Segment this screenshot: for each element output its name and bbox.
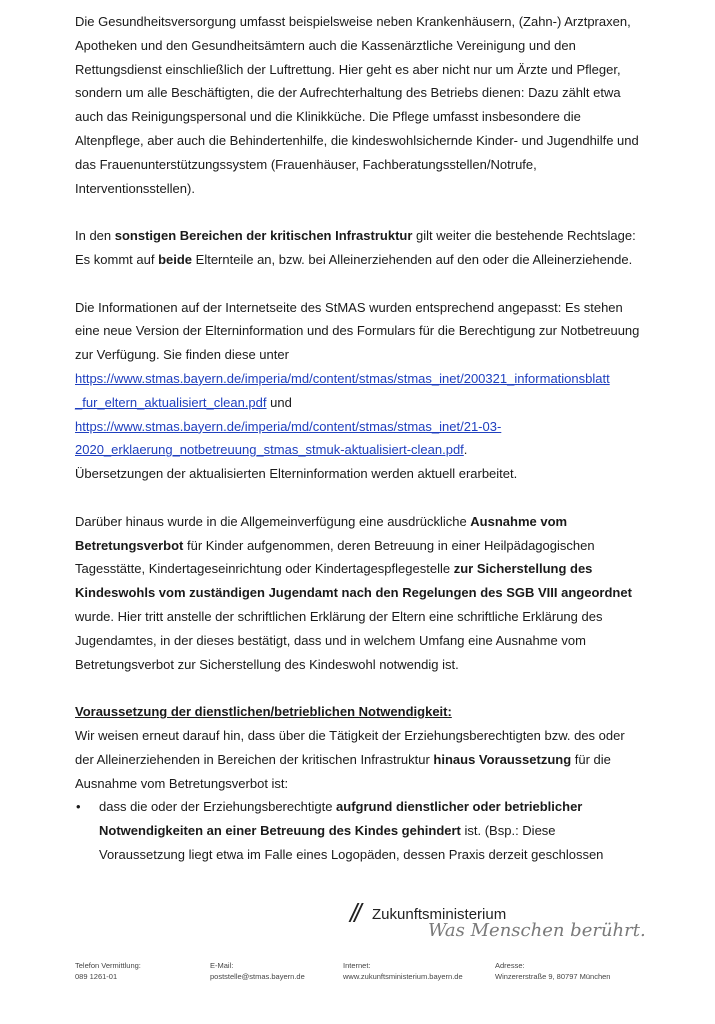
footer-label: Adresse:	[495, 961, 525, 970]
text: Wir weisen erneut darauf hin, dass über die Tätigkeit der Erziehungsberechtigten bzw. des oder der Alleinerziehenden in Bereichen der kritischen Infrastruktur	[75, 727, 625, 767]
footer-internet	[343, 960, 463, 982]
footer-address	[495, 960, 610, 982]
paragraph-exception	[75, 510, 645, 677]
footer-label: Telefon Vermittlung:	[75, 961, 141, 970]
footer-phone	[75, 960, 141, 982]
text: Übersetzungen der aktualisierten Elterninformation werden aktuell erarbeitet.	[75, 466, 518, 482]
footer-value: poststelle@stmas.bayern.de	[210, 972, 305, 981]
text: .	[463, 442, 468, 458]
ministry-logo	[350, 896, 646, 946]
footer-label: E-Mail:	[210, 961, 234, 970]
text: Die Informationen auf der Internetseite des StMAS wurden entsprechend angepasst: Es stehen eine neue Version der Elterninformation und des Formulars für die Berechtigung zur Notbetreuung zur Verfügung. Sie finden diese unter	[75, 299, 640, 363]
logo-tagline: Was Menschen berührt.	[428, 920, 646, 941]
text: und	[266, 394, 292, 410]
text: wurde. Hier tritt anstelle der schriftlichen Erklärung der Eltern eine schriftliche Erklärung des Jugendamtes, in der dieses bestätigt, dass und in welchem Umfang eine Ausnahme vom Betretungsverbot zur Sicherstellung des Kindeswohl notwendig ist.	[75, 608, 603, 672]
text: für die Ausnahme vom Betretungsverbot ist:	[75, 751, 611, 791]
paragraph-healthcare: Die Gesundheitsversorgung umfasst beispielsweise neben Krankenhäusern, (Zahn-) Arztpraxen, Apotheken und den Gesundheitsämtern auch die Kassenärztliche Vereinigung und den Rettungsdienst einschließlich der Luftrettung. Hier geht es aber nicht nur um Ärzte und Pfleger, sondern um alle Beschäftigten, die der Aufrechterhaltung des Betriebs dienen: Dazu zählt etwa auch das Reinigungspersonal und die Klinikküche. Die Pflege umfasst insbesondere die Altenpflege, aber auch die Behindertenhilfe, die kindeswohlsichernde Kinder- und Jugendhilfe und das Frauenunterstützungssystem (Frauenhäuser, Fachberatungsstellen/Notrufe, Interventionsstellen).	[75, 14, 639, 196]
text: Elternteile an, bzw. bei Alleinerziehenden auf den oder die Alleinerziehende.	[192, 251, 633, 267]
link-informationsblatt[interactable]: https://www.stmas.bayern.de/imperia/md/content/stmas/stmas_inet/200321_informationsblatt _fur_eltern_aktualisiert_clean.pdf	[75, 370, 610, 410]
bold-text: sonstigen Bereichen der kritischen Infrastruktur	[114, 228, 413, 244]
bullet-icon: •	[76, 799, 81, 815]
text: ist. (Bsp.: Diese Voraussetzung liegt etwa im Falle eines Logopäden, dessen Praxis derzeit geschlossen	[99, 823, 604, 862]
bold-text: aufgrund dienstlicher oder betrieblicher Notwendigkeiten an einer Betreuung des Kindes gehindert	[99, 799, 583, 839]
footer-value: www.zukunftsministerium.bayern.de	[343, 972, 463, 981]
text: dass die oder der Erziehungsberechtigte	[99, 799, 337, 815]
footer-value: Winzererstraße 9, 80797 München	[495, 972, 611, 981]
text: In den	[75, 228, 115, 244]
bold-text: beide	[158, 251, 193, 267]
document-body	[75, 10, 645, 867]
bold-text: Ausnahme vom Betretungsverbot	[75, 513, 568, 553]
footer-value: 089 1261-01	[75, 972, 118, 981]
bold-text: hinaus Voraussetzung	[433, 751, 572, 767]
paragraph-requirement	[75, 724, 645, 795]
footer-email	[210, 960, 305, 982]
text: für Kinder aufgenommen, deren Betreuung in einer Heilpädagogischen Tagesstätte, Kindertageseinrichtung oder Kindertagespflegestelle	[75, 537, 595, 577]
logo-slashes: //	[350, 898, 359, 928]
link-erklaerung-notbetreuung[interactable]: https://www.stmas.bayern.de/imperia/md/content/stmas/stmas_inet/21-03- 2020_erklaerung_notbetreuung_stmas_stmuk-aktualisiert-clean.pdf	[75, 418, 502, 458]
paragraph-other-sectors	[75, 224, 645, 272]
paragraph-website-info	[75, 296, 645, 486]
text: Darüber hinaus wurde in die Allgemeinverfügung eine ausdrückliche	[75, 513, 471, 529]
section-heading: Voraussetzung der dienstlichen/betrieblichen Notwendigkeit:	[75, 704, 452, 720]
list-item	[75, 795, 645, 866]
bold-text: zur Sicherstellung des Kindeswohls vom zuständigen Jugendamt nach den Regelungen des SGB VIII angeordnet	[75, 561, 632, 601]
requirement-list	[75, 795, 645, 866]
footer-label: Internet:	[343, 961, 371, 970]
text: gilt weiter die bestehende Rechtslage: Es kommt auf	[75, 228, 636, 267]
logo-brand: Zukunftsministerium	[372, 906, 507, 923]
